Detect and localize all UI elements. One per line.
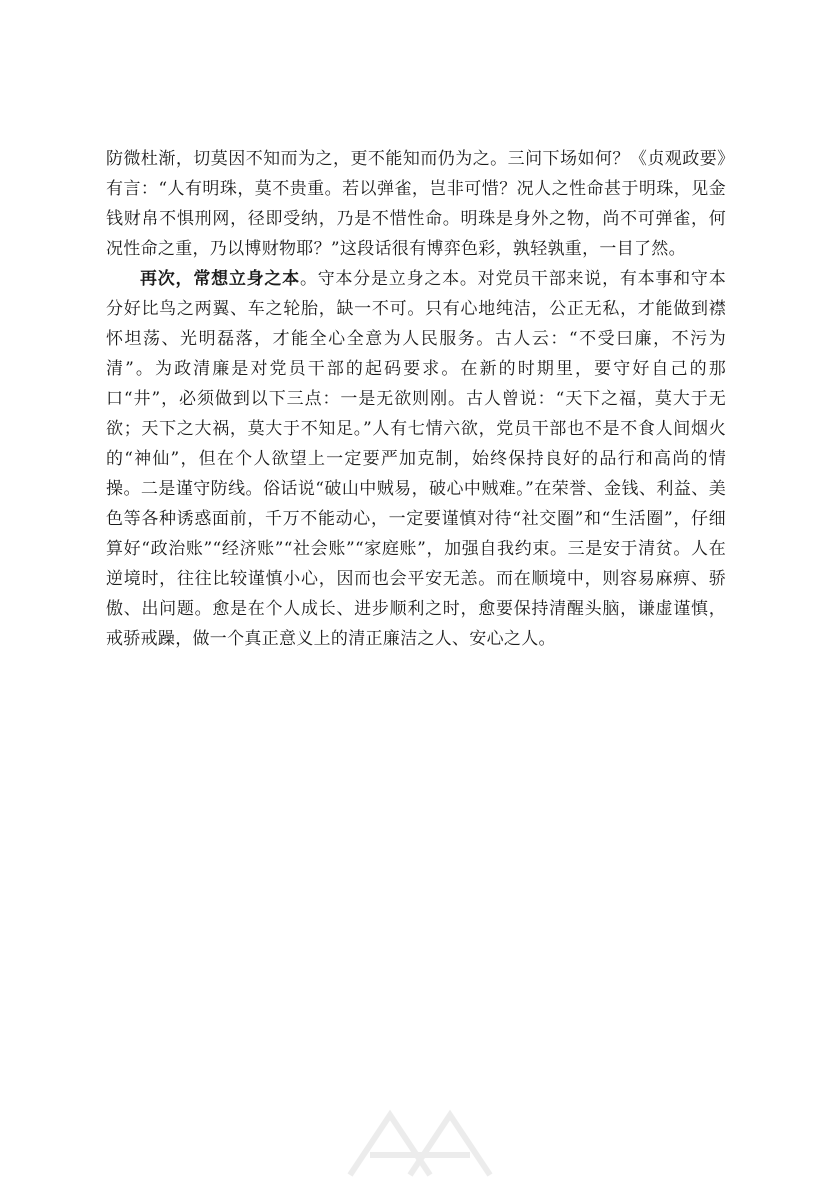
- paragraph-2-lead: 再次，常想立身之本: [140, 269, 300, 289]
- paragraph-2-body: 。守本分是立身之本。对党员干部来说，有本事和守本分好比鸟之两翼、车之轮胎，缺一不可。只有心地纯洁，公正无私，才能做到襟怀坦荡、光明磊落，才能全心全意为人民服务。古人云：“不受曰廉，不污为清”。为政清廉是对党员干部的起码要求。在新的时期里，要守好自己的那口“井”，必须做到以下三点：一是无欲则刚。古人曾说：“天下之福，莫大于无欲；天下之大祸，莫大于不知足。”人有七情六欲，党员干部也不是不食人间烟火的“神仙”，但在个人欲望上一定要严加克制，始终保持良好的品行和高尚的情操。二是谨守防线。俗话说“破山中贼易，破心中贼难。”在荣誉、金钱、利益、美色等各种诱惑面前，千万不能动心，一定要谨慎对待“社交圈”和“生活圈”，仔细算好“政治账”“经济账”“社会账”“家庭账”，加强自我约束。三是安于清贫。人在逆境时，往往比较谨慎小心，因而也会平安无恙。而在顺境中，则容易麻痹、骄傲、出问题。愈是在个人成长、进步顺利之时，愈要保持清醒头脑，谦虚谨慎，戒骄戒躁，做一个真正意义上的清正廉洁之人、安心之人。: [106, 269, 727, 649]
- document-body: [106, 144, 726, 654]
- paragraph-2: [106, 264, 726, 654]
- paragraph-1: 防微杜渐，切莫因不知而为之，更不能知而仍为之。三问下场如何？《贞观政要》有言：“人有明珠，莫不贵重。若以弹雀，岂非可惜？况人之性命甚于明珠，见金钱财帛不惧刑网，径即受纳，乃是不惜性命。明珠是身外之物，尚不可弹雀，何况性命之重，乃以博财物耶？”这段话很有博弈色彩，孰轻孰重，一目了然。: [106, 149, 726, 259]
- watermark-logo-icon: [330, 1095, 500, 1185]
